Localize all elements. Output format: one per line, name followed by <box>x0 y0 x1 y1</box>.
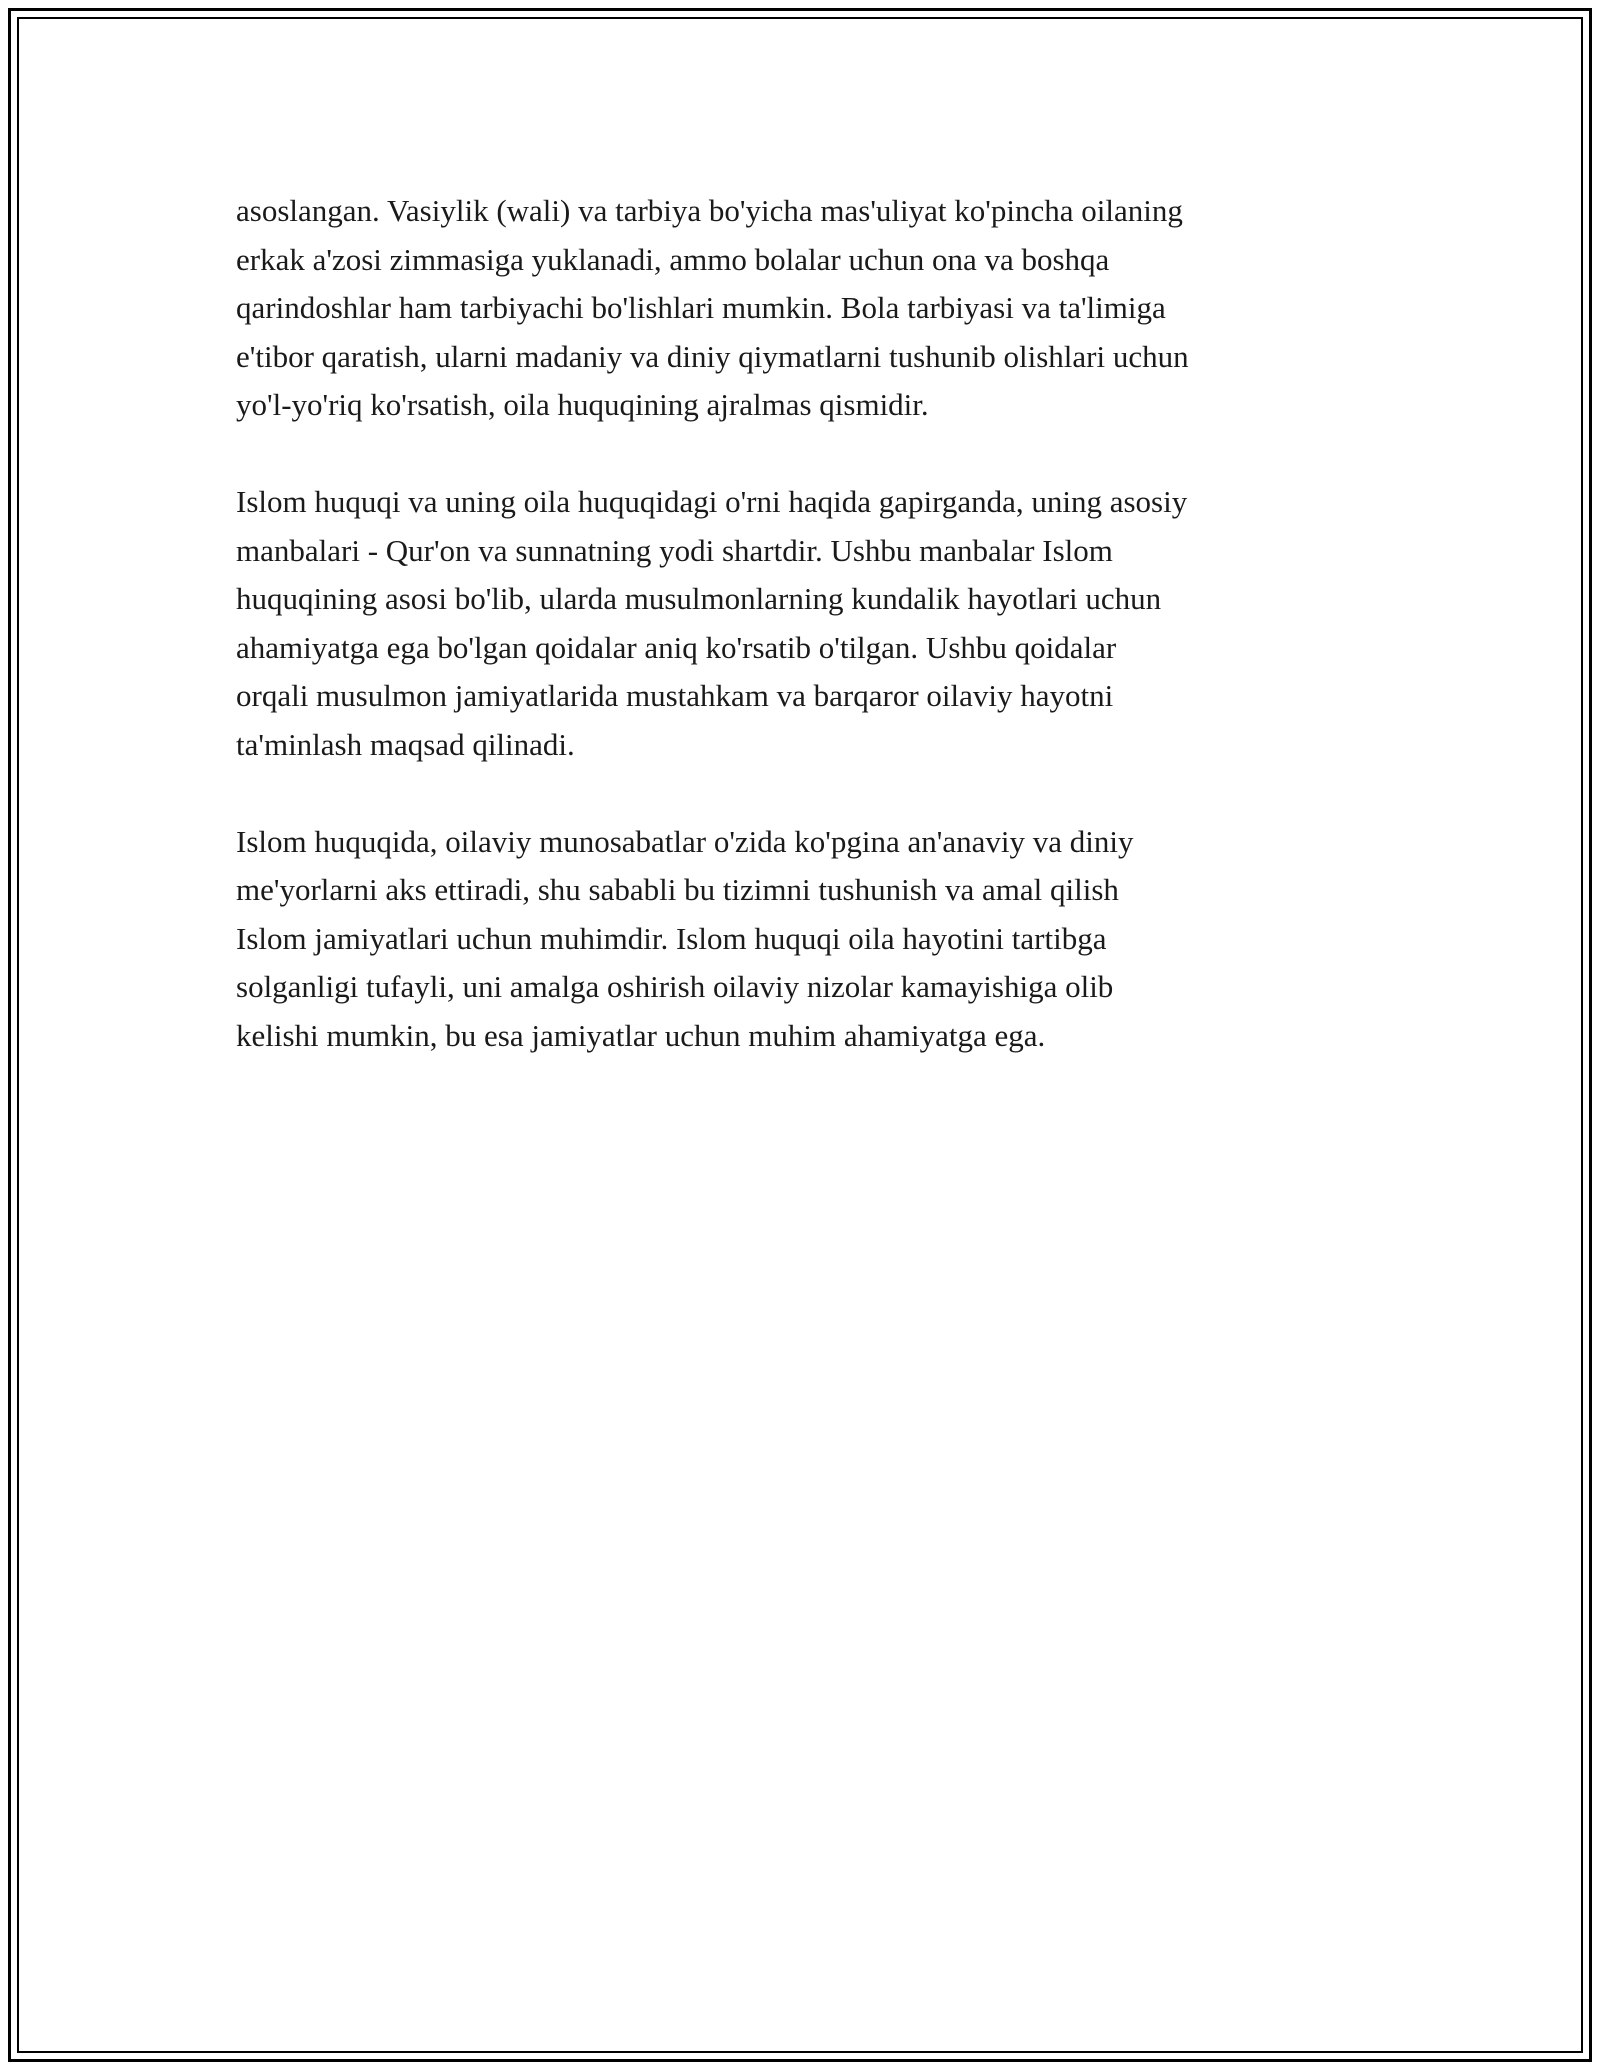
text-line: solganligi tufayli, uni amalga oshirish oilaviy nizolar kamayishiga olib <box>236 969 1114 1004</box>
text-line: Islom huquqi va uning oila huquqidagi o'rni haqida gapirganda, uning asosiy <box>236 484 1188 519</box>
text-line: qarindoshlar ham tarbiyachi bo'lishlari mumkin. Bola tarbiyasi va ta'limiga <box>236 290 1166 325</box>
paragraph-1 <box>236 187 1366 430</box>
paragraph-2 <box>236 478 1366 769</box>
text-line: Islom huquqida, oilaviy munosabatlar o'zida ko'pgina an'anaviy va diniy <box>236 823 1134 859</box>
text-line: asoslangan. Vasiylik (wali) va tarbiya bo'yicha mas'uliyat ko'pincha oilaning <box>236 193 1183 228</box>
text-line: orqali musulmon jamiyatlarida mustahkam va barqaror oilaviy hayotni <box>236 678 1114 713</box>
text-line: kelishi mumkin, bu esa jamiyatlar uchun muhim ahamiyatga ega. <box>236 1017 1046 1053</box>
text-line: huquqining asosi bo'lib, ularda musulmonlarning kundalik hayotlari uchun <box>236 581 1162 616</box>
text-line: me'yorlarni aks ettiradi, shu sababli bu tizimni tushunish va amal qilish <box>236 872 1119 907</box>
text-line: yo'l-yo'riq ko'rsatish, oila huquqining ajralmas qismidir. <box>236 387 929 422</box>
text-line: ahamiyatga ega bo'lgan qoidalar aniq ko'rsatib o'tilgan. Ushbu qoidalar <box>236 629 1117 665</box>
text-line: ta'minlash maqsad qilinadi. <box>236 726 575 762</box>
text-line: erkak a'zosi zimmasiga yuklanadi, ammo bolalar uchun ona va boshqa <box>236 241 1110 277</box>
text-line: Islom jamiyatlari uchun muhimdir. Islom huquqi oila hayotini tartibga <box>236 920 1107 956</box>
document-body <box>236 187 1366 1109</box>
paragraph-3 <box>236 818 1366 1061</box>
text-line: manbalari - Qur'on va sunnatning yodi shartdir. Ushbu manbalar Islom <box>236 532 1113 568</box>
text-line: e'tibor qaratish, ularni madaniy va diniy qiymatlarni tushunib olishlari uchun <box>236 338 1189 374</box>
